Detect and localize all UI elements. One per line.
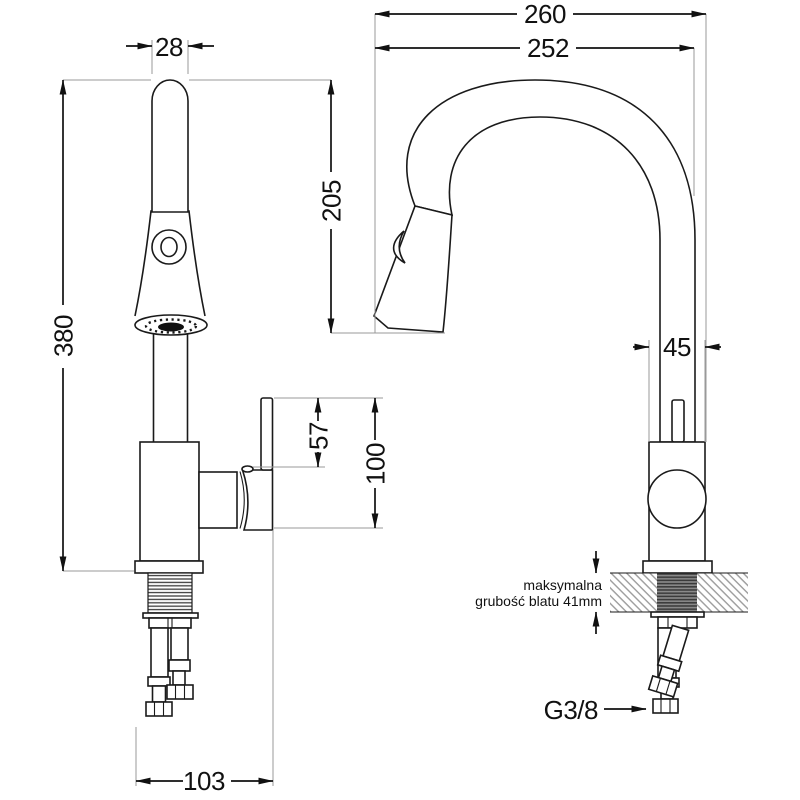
dim-100-label: 100 [360,443,391,485]
handle-pivot-joint [648,470,706,528]
front-hose-left [146,628,172,716]
front-view [135,80,273,716]
handle-lever-side [672,400,684,442]
handle-cap-line [240,472,244,529]
dim-205-label: 205 [316,180,347,222]
dim-380-label: 380 [48,315,79,357]
front-body [140,442,199,561]
dim-57-label: 57 [303,422,334,450]
countertop-note-line1: maksymalna [523,577,602,593]
countertop-note-line2: grubość blatu 41mm [475,593,602,609]
handle-lever-front [261,398,273,470]
front-base-flange [135,561,203,573]
thread-size-label: G3/8 [543,695,598,725]
side-base-flange [643,561,712,573]
side-spray-head [374,206,452,332]
front-mounting-bracket [149,618,191,628]
spray-button-inner [161,238,177,257]
front-lower-pipe [154,331,188,442]
dim-45-label: 45 [663,332,691,362]
side-hose-right [649,624,694,697]
front-hose-right [167,628,193,699]
side-spout-arc [407,80,695,442]
handle-screw [242,466,253,472]
dim-260-label: 260 [524,0,566,29]
dim-252-label: 252 [527,33,569,63]
side-view [374,80,748,713]
front-spout-tube [152,80,188,212]
handle-body [243,470,273,530]
valve-housing [199,472,237,528]
front-threaded-shank [148,573,192,613]
aerator-center [158,323,184,332]
side-shank-thread [657,573,697,612]
dim-28-label: 28 [155,32,183,62]
dim-103-label: 103 [183,766,225,796]
